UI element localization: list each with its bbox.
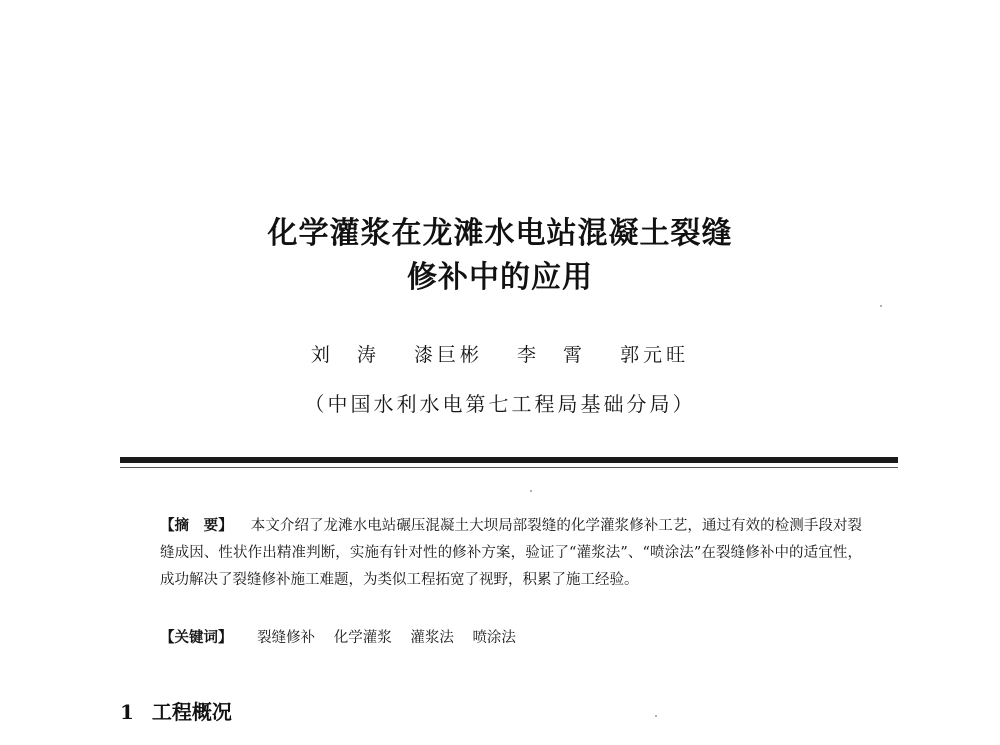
keywords-label: 【关键词】 — [160, 629, 233, 646]
header-rule-thick — [120, 457, 898, 463]
section-title: 工程概况 — [151, 700, 232, 724]
abstract-label: 【摘 要】 — [160, 517, 233, 534]
abstract-text: 本文介绍了龙滩水电站碾压混凝土大坝局部裂缝的化学灌浆修补工艺，通过有效的检测手段对裂缝成因、性状作出精准判断，实施有针对性的修补方案，验证了“灌浆法”、“喷涂法”在裂缝修补中的适宜性，成功解决了裂缝修补施工难题，为类似工程拓宽了视野，积累了施工经验。 — [160, 518, 863, 588]
scan-speck — [530, 490, 532, 492]
scan-speck — [655, 715, 657, 717]
author-name: 漆巨彬 — [413, 344, 483, 366]
title-line-1: 化学灌浆在龙滩水电站混凝土裂缝 — [267, 216, 733, 251]
paper-title — [0, 212, 1000, 300]
abstract-block — [160, 512, 862, 594]
section-number: 1 — [120, 700, 134, 724]
keywords-block — [160, 624, 862, 652]
keyword: 喷涂法 — [472, 630, 516, 646]
author-list — [0, 340, 1000, 367]
author-name: 李 霄 — [517, 344, 587, 366]
section-heading — [120, 696, 232, 725]
keyword: 化学灌浆 — [333, 630, 392, 646]
keyword: 裂缝修补 — [257, 630, 316, 646]
header-rule-thin — [120, 467, 898, 468]
author-affiliation: （中国水利水电第七工程局基础分局） — [304, 392, 696, 416]
author-name: 刘 涛 — [310, 344, 380, 366]
scan-speck — [880, 305, 882, 307]
keyword: 灌浆法 — [410, 630, 454, 646]
author-name: 郭元旺 — [620, 344, 690, 366]
title-line-2: 修补中的应用 — [407, 260, 593, 295]
